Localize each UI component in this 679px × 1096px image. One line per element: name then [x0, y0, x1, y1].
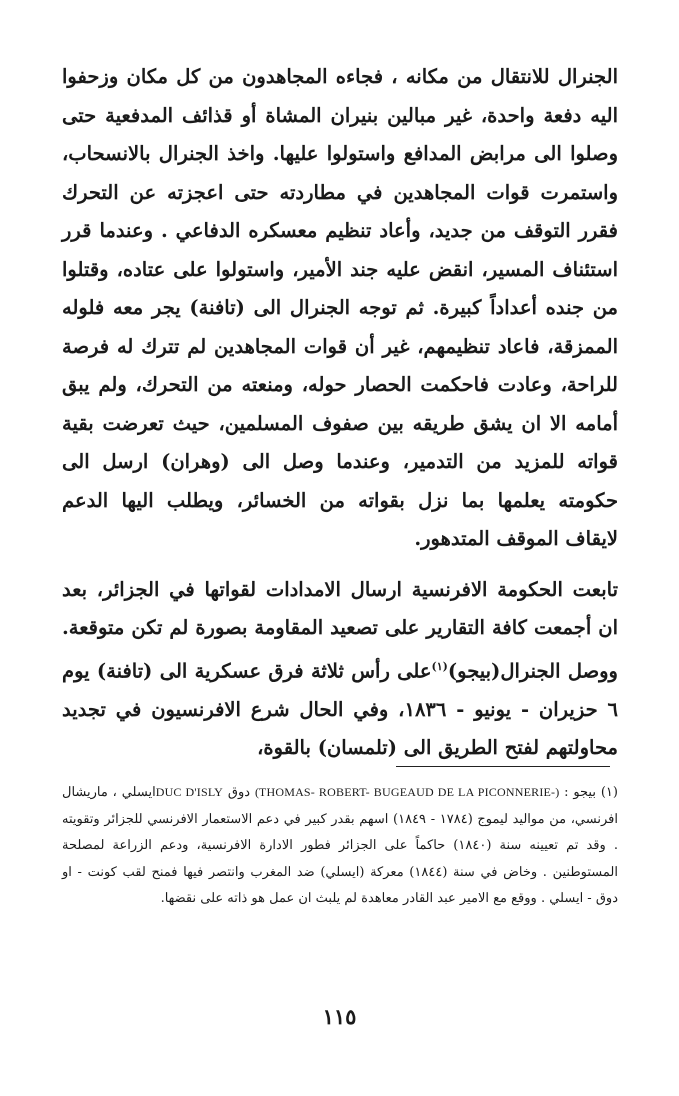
paragraph-2-text-end: على رأس ثلاثة فرق عسكرية الى (تافنة) يوم ٦ حزيران - يونيو - ١٨٣٦، وفي الحال شرع الافرنسيون في تجديد محاولتهم لفتح الطريق الى (تلمسان) بالقوة، — [62, 659, 618, 759]
page-number: ١١٥ — [322, 1004, 357, 1029]
footnote-reference: (١) — [431, 659, 448, 673]
footnote-text — [62, 779, 618, 913]
paragraph-2-text-start: تابعت الحكومة الافرنسية ارسال الامدادات لقواتها في الجزائر، بعد ان أجمعت كافة التقارير على تصعيد المقاومة بصورة لم تكن متوقعة. ووصل الجنرال(بيجو) — [62, 577, 619, 682]
footnote-separator — [396, 766, 610, 767]
paragraph-1: الجنرال للانتقال من مكانه ، فجاءه المجاهدون من كل مكان وزحفوا اليه دفعة واحدة، غير مبالين بنيران المشاة أو قذائف المدفعية حتى وصلوا الى مرابض المدافع واستولوا عليها. واخذ الجنرال بالانسحاب، واستمرت قوات المجاهدين في مطاردته حتى اعجزته عن التحرك فقرر التوقف من جديد، وأعاد تنظيم معسكره الدفاعي . وعندما قرر استئناف المسير، انقض عليه جند الأمير، واستولوا على عتاده، وقتلوا من جنده أعداداً كبيرة. ثم توجه الجنرال الى (تافنة) يجر معه فلوله الممزقة، فاعاد تنظيمهم، غير أن قوات المجاهدين لم تترك له فرصة للراحة، وعادت فاحكمت الحصار حوله، ومنعته من التحرك، ولم يبق أمامه الا ان يشق طريقه بين صفوف المسلمين، حيث تعرضت بقية قواته للمزيد من التدمير، وعندما وصل الى (وهران) ارسل الى حكومته يعلمها بما نزل بقواته من الخسائر، ويطلب اليها الدعم لايقاف الموقف المتدهور. — [62, 65, 619, 550]
footnote-name-latin: (THOMAS- ROBERT- BUGEAUD DE LA PICONNERIE-) — [254, 785, 560, 799]
footnote-title-arabic: دوق — [227, 785, 251, 800]
footnote-biography: ايسلي ، ماريشال افرنسي، من مواليد ليموج (١٧٨٤ - ١٨٤٩) اسهم بقدر كبير في دعم الاستعمار الافرنسي للجزائر وتقويته . وقد تم تعيينه سنة (١٨٤٠) حاكماً على الجزائر فطور الادارة الافرنسية، ودعم الزراعة لمصلحة المستوطنين . وخاض في سنة (١٨٤٤) معركة (ايسلي) ضد المغرب وانتصر فيها فمنح لقب كونت - او دوق - ايسلي . ووقع مع الامير عبد القادر معاهدة لم يلبث ان عمل هو ذاته على نقضها. — [62, 785, 619, 906]
page-body — [62, 58, 618, 768]
footnote-marker: (١) — [600, 785, 618, 800]
footnote-title-latin: DUC D'ISLY — [155, 785, 224, 799]
footnote — [62, 779, 618, 913]
footnote-name-arabic: بيجو : — [564, 785, 596, 800]
paragraph-2 — [62, 571, 618, 768]
